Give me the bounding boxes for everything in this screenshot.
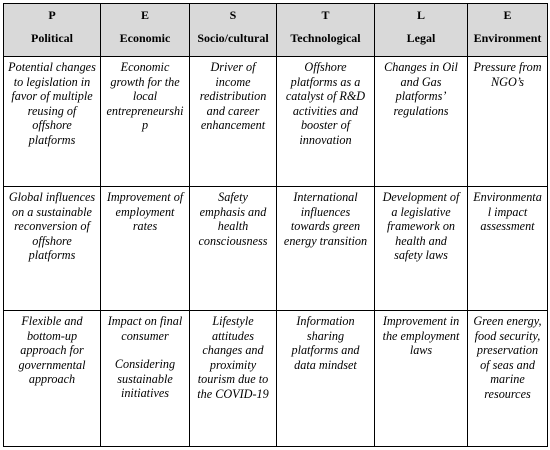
cell-line: reusing of [27, 103, 77, 118]
cell-line: reconversion of [14, 219, 90, 234]
cell-line: enhancement [200, 118, 266, 133]
table-cell [190, 187, 277, 311]
pestle-table [3, 3, 548, 447]
cell-line: p [141, 118, 149, 133]
header-socio-cultural [190, 4, 277, 57]
cell-line: International [293, 190, 358, 204]
table-cell [375, 187, 468, 311]
pestle-table-container [3, 3, 547, 447]
cell-line: Global influences [8, 190, 96, 204]
cell-line: Considering [114, 357, 176, 372]
table-cell [190, 57, 277, 187]
cell-line: and Gas [400, 74, 442, 89]
table-row [4, 311, 548, 447]
cell-line: the employment [382, 328, 460, 343]
cell-line: attitudes [212, 328, 254, 343]
table-cell [4, 311, 101, 447]
cell-line: entrepreneurshi [106, 103, 184, 118]
cell-line: emphasis and [199, 204, 267, 219]
cell-line: innovation [299, 132, 352, 147]
cell-line: Green energy, [473, 314, 542, 328]
cell-line: platforms [28, 248, 76, 263]
cell-line: Improvement of [106, 190, 184, 204]
table-cell [101, 57, 190, 187]
cell-line: data mindset [294, 357, 357, 372]
cell-line: sharing [306, 328, 345, 343]
header-letter: E [140, 8, 149, 22]
header-name: Legal [406, 31, 436, 45]
cell-line: Lifestyle [212, 314, 254, 328]
cell-line: towards green [290, 219, 361, 234]
cell-line: Driver of [210, 60, 256, 74]
cell-line: Environmenta [473, 190, 542, 204]
cell-line: health [217, 219, 249, 234]
cell-line: regulations [393, 103, 449, 118]
header-name: Technological [290, 31, 361, 45]
cell-line: rates [132, 219, 158, 234]
cell-line: and career [206, 103, 260, 118]
header-name: Economic [119, 31, 171, 45]
cell-line: consciousness [198, 233, 268, 248]
cell-line: offshore [32, 118, 72, 133]
cell-line: Improvement in [382, 314, 460, 328]
cell-line: Flexible and [21, 314, 83, 328]
table-cell [101, 187, 190, 311]
table-cell [468, 57, 548, 187]
table-row [4, 187, 548, 311]
cell-line: consumer [121, 328, 169, 343]
cell-line: growth for the [110, 74, 180, 89]
table-cell [468, 187, 548, 311]
cell-line: employment [115, 204, 175, 219]
header-row [4, 4, 548, 57]
cell-line: Changes in Oil [384, 60, 458, 74]
cell-line: Pressure from [473, 60, 542, 74]
cell-line: a legislative [391, 204, 451, 219]
table-cell [190, 311, 277, 447]
cell-line: on a sustainable [12, 204, 92, 219]
cell-line: marine [490, 372, 525, 387]
cell-line: catalyst of R&D [285, 89, 366, 104]
cell-line: platforms as a [290, 74, 361, 89]
cell-line: laws [409, 343, 433, 358]
cell-line: platforms’ [395, 89, 447, 104]
cell-line: safety laws [394, 248, 448, 263]
table-cell [277, 311, 375, 447]
cell-line: to legislation in [13, 74, 91, 89]
cell-line: Development of [382, 190, 460, 204]
cell-line: redistribution [199, 89, 267, 104]
header-letter: T [321, 8, 330, 22]
cell-line: Offshore [304, 60, 347, 74]
header-letter: S [229, 8, 237, 22]
header-letter: P [48, 8, 56, 22]
cell-line: l impact [487, 204, 528, 219]
cell-line: Impact on final [107, 314, 183, 328]
cell-line: proximity [209, 357, 257, 372]
table-cell [277, 57, 375, 187]
cell-line: changes and [202, 343, 264, 358]
cell-line: preservation [476, 343, 539, 358]
table-cell [375, 311, 468, 447]
cell-line: framework on [386, 219, 456, 234]
header-letter: L [416, 8, 425, 22]
cell-line: the COVID-19 [197, 386, 269, 401]
header-letter: E [503, 8, 512, 22]
header-name: Environment [473, 31, 542, 45]
cell-line [103, 343, 187, 357]
cell-line: offshore [32, 233, 72, 248]
cell-line: resources [484, 386, 531, 401]
header-legal [375, 4, 468, 57]
header-economic [101, 4, 190, 57]
table-cell [468, 311, 548, 447]
table-body [4, 57, 548, 447]
cell-line: Economic [120, 60, 170, 74]
cell-line: activities and [292, 103, 359, 118]
header-political [4, 4, 101, 57]
cell-line: assessment [480, 219, 535, 234]
cell-line: Information [296, 314, 355, 328]
cell-line: Potential changes [8, 60, 96, 74]
header-name: Socio/cultural [197, 31, 269, 45]
cell-line: platforms and [291, 343, 360, 358]
cell-line: platforms [28, 132, 76, 147]
cell-line: local [132, 89, 158, 104]
table-cell [4, 57, 101, 187]
cell-line: initiatives [120, 386, 170, 401]
cell-line: energy transition [283, 233, 368, 248]
cell-line: sustainable [117, 371, 173, 386]
header-technological [277, 4, 375, 57]
table-row [4, 57, 548, 187]
cell-line: health and [395, 233, 447, 248]
cell-line: approach [28, 372, 76, 387]
cell-line: income [215, 74, 251, 89]
cell-line: favor of multiple [11, 89, 93, 104]
cell-line: tourism due to [197, 372, 269, 387]
cell-line: booster of [300, 118, 351, 133]
cell-line: governmental [18, 357, 86, 372]
cell-line: NGO’s [491, 74, 524, 89]
cell-line: food security, [474, 328, 541, 343]
table-cell [101, 311, 190, 447]
header-name: Political [31, 31, 73, 45]
cell-line: influences [300, 204, 351, 219]
cell-line: Safety [218, 190, 248, 204]
table-cell [4, 187, 101, 311]
table-cell [375, 57, 468, 187]
cell-line: of seas and [480, 357, 535, 372]
cell-line: bottom-up [26, 328, 78, 343]
table-cell [277, 187, 375, 311]
header-environment [468, 4, 548, 57]
cell-line: approach for [20, 343, 84, 358]
